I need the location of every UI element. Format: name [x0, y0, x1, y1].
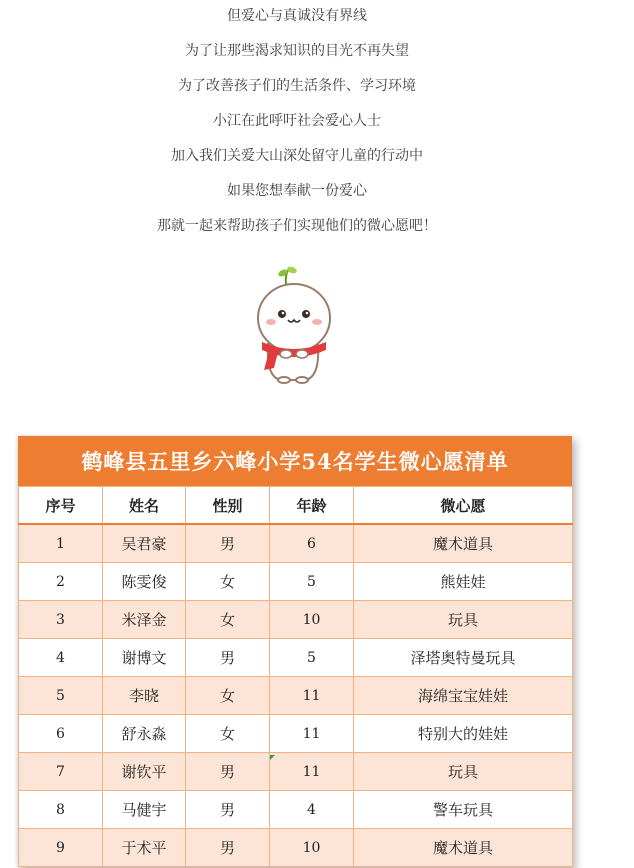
cell-wish: 魔术道具 [354, 829, 573, 867]
poem-line: 小江在此呼吁社会爱心人士 [213, 113, 381, 129]
cell-name: 陈雯俊 [103, 563, 186, 601]
cell-index: 7 [19, 753, 103, 791]
cell-gender: 女 [186, 601, 270, 639]
cell-gender: 男 [186, 639, 270, 677]
table-row [19, 677, 573, 715]
poem-line: 为了让那些渴求知识的目光不再失望 [185, 43, 409, 59]
table-row [19, 563, 573, 601]
cell-age: 11 [270, 753, 354, 791]
cell-gender: 女 [186, 677, 270, 715]
cell-wish: 熊娃娃 [354, 563, 573, 601]
table-row [19, 639, 573, 677]
table-row [19, 524, 573, 563]
cell-wish: 玩具 [354, 753, 573, 791]
cell-wish: 警车玩具 [354, 791, 573, 829]
cell-name: 吴君豪 [103, 524, 186, 563]
cell-age: 10 [270, 601, 354, 639]
cell-index: 8 [19, 791, 103, 829]
wish-table-grid [18, 486, 573, 867]
table-title: 鹤峰县五里乡六峰小学54名学生微心愿清单 [18, 436, 572, 486]
cell-name: 舒永淼 [103, 715, 186, 753]
header-age: 年龄 [270, 487, 354, 525]
cell-index: 4 [19, 639, 103, 677]
dumpling-mascot-icon [246, 264, 342, 388]
cell-index: 1 [19, 524, 103, 563]
cell-age: 6 [270, 524, 354, 563]
header-wish: 微心愿 [354, 487, 573, 525]
header-gender: 性别 [186, 487, 270, 525]
table-row [19, 601, 573, 639]
poem-line: 那就一起来帮助孩子们实现他们的微心愿吧！ [157, 218, 437, 234]
cell-gender: 男 [186, 791, 270, 829]
cell-wish: 魔术道具 [354, 524, 573, 563]
cell-age: 4 [270, 791, 354, 829]
cell-index: 2 [19, 563, 103, 601]
poem-line: 如果您想奉献一份爱心 [227, 183, 367, 199]
cell-gender: 女 [186, 715, 270, 753]
cell-index: 3 [19, 601, 103, 639]
cell-name: 谢钦平 [103, 753, 186, 791]
cell-index: 6 [19, 715, 103, 753]
cell-wish: 海绵宝宝娃娃 [354, 677, 573, 715]
poem-line: 为了改善孩子们的生活条件、学习环境 [178, 78, 416, 94]
table-header-row [19, 487, 573, 525]
poem-line: 但爱心与真诚没有界线 [227, 8, 367, 24]
cell-name: 于术平 [103, 829, 186, 867]
cell-wish: 特别大的娃娃 [354, 715, 573, 753]
header-name: 姓名 [103, 487, 186, 525]
cell-wish: 玩具 [354, 601, 573, 639]
cell-gender: 男 [186, 829, 270, 867]
cell-age: 11 [270, 677, 354, 715]
cell-age: 10 [270, 829, 354, 867]
cell-gender: 女 [186, 563, 270, 601]
table-row [19, 829, 573, 867]
header-index: 序号 [19, 487, 103, 525]
cell-comment-marker-icon [270, 755, 275, 760]
cell-name: 马健宇 [103, 791, 186, 829]
table-row [19, 791, 573, 829]
cell-age: 5 [270, 639, 354, 677]
cell-name: 谢博文 [103, 639, 186, 677]
cell-index: 5 [19, 677, 103, 715]
wish-list-table [18, 436, 572, 867]
cell-age: 11 [270, 715, 354, 753]
cell-wish: 泽塔奥特曼玩具 [354, 639, 573, 677]
cell-gender: 男 [186, 524, 270, 563]
table-row [19, 715, 573, 753]
cell-name: 米泽金 [103, 601, 186, 639]
poem-line: 加入我们关爱大山深处留守儿童的行动中 [171, 148, 423, 164]
cell-age: 5 [270, 563, 354, 601]
cell-index: 9 [19, 829, 103, 867]
table-row [19, 753, 573, 791]
cell-gender: 男 [186, 753, 270, 791]
cell-name: 李晓 [103, 677, 186, 715]
